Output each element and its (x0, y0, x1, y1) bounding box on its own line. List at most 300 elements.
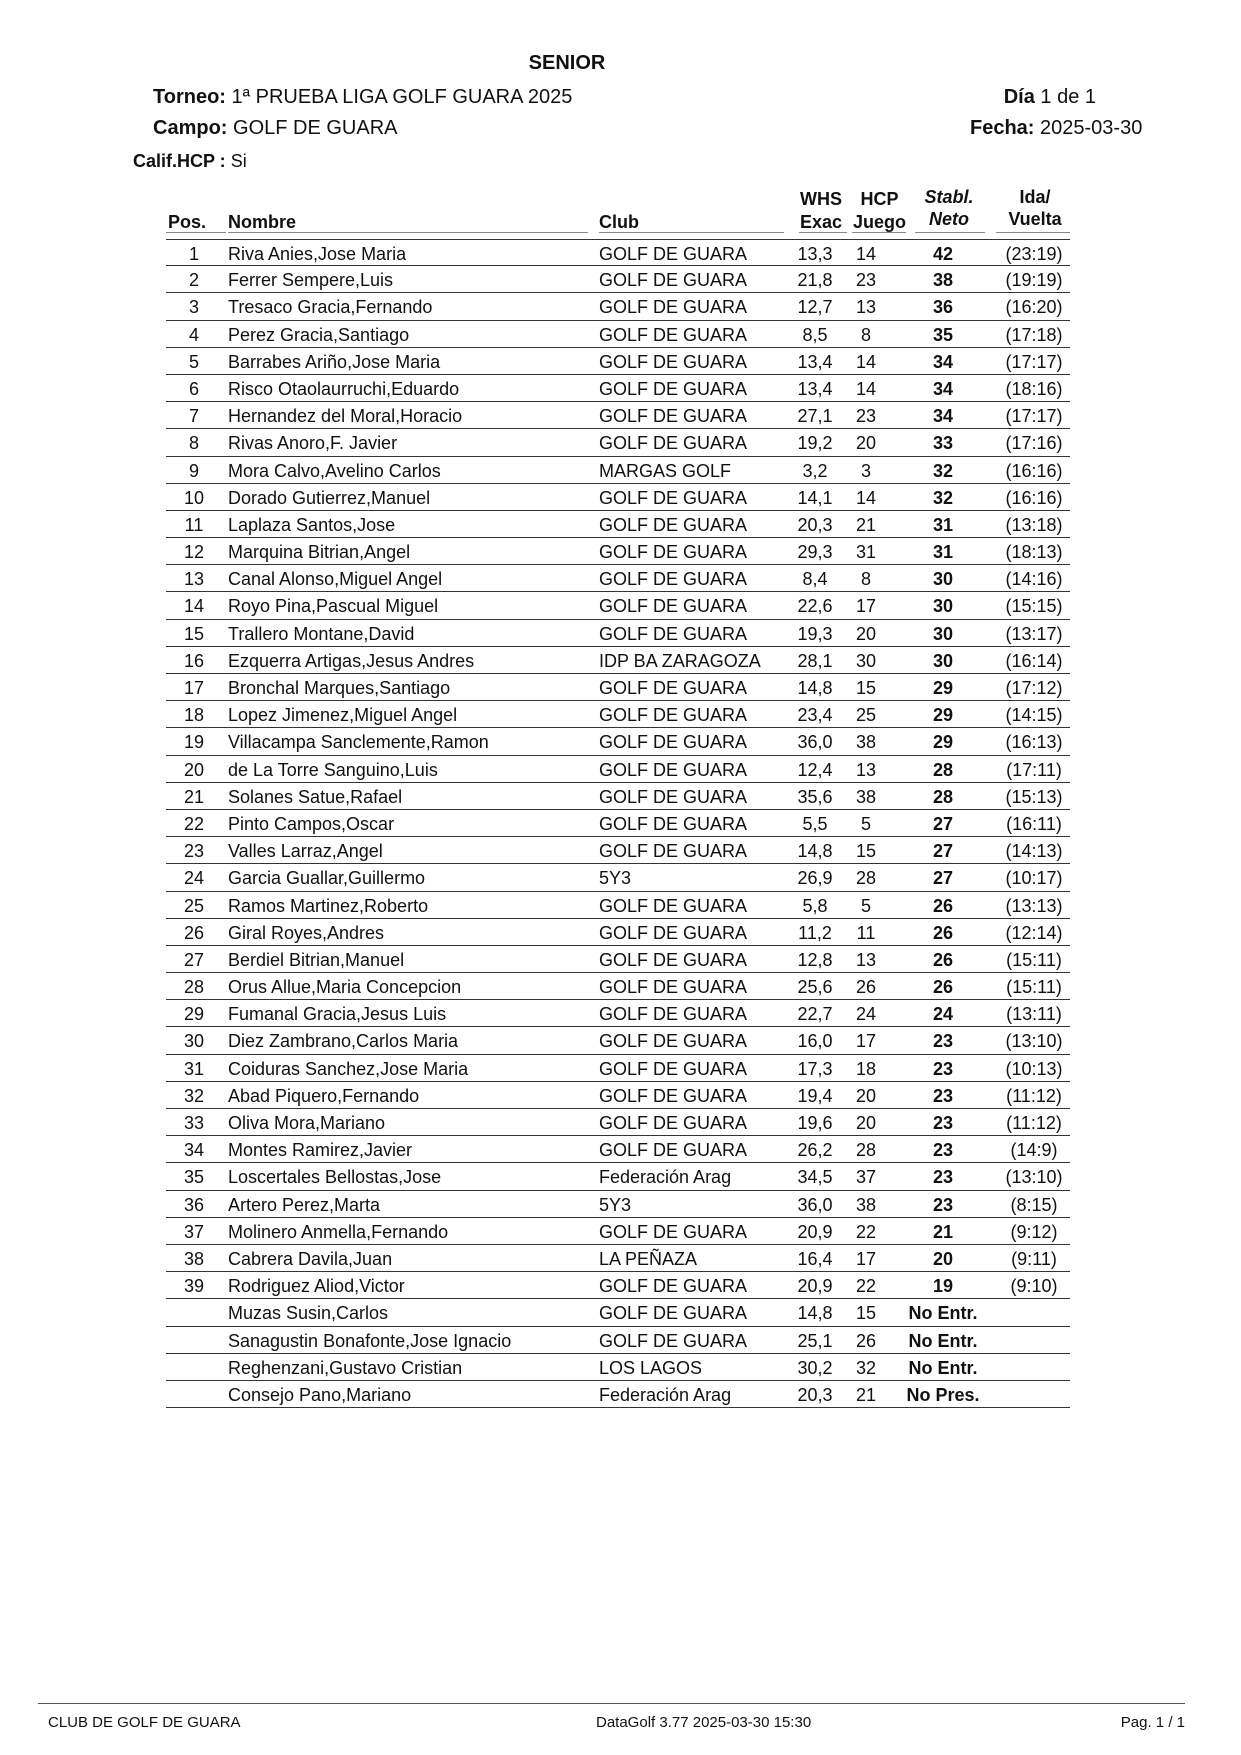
cell-stabl-neto: 26 (932, 977, 954, 998)
cell-pos: 30 (183, 1031, 205, 1052)
dia-label: Día (1003, 86, 1035, 108)
table-row (166, 1218, 1070, 1245)
cell-ida-vuelta: (16:20) (1005, 297, 1063, 318)
cell-whs: 19,3 (797, 623, 833, 644)
cell-pos: 19 (183, 732, 205, 753)
footer-page: Pag. 1 / 1 (1120, 1714, 1185, 1731)
cell-ida-vuelta: (17:17) (1005, 406, 1063, 427)
cell-name: Sanagustin Bonafonte,Jose Ignacio (228, 1330, 512, 1351)
cell-stabl-neto: 26 (932, 922, 954, 943)
cell-hcp: 28 (855, 868, 877, 889)
cell-pos: 31 (183, 1058, 205, 1079)
cell-ida-vuelta: (16:14) (1005, 650, 1063, 671)
cell-whs: 30,2 (797, 1357, 833, 1378)
cell-ida-vuelta: (17:17) (1005, 351, 1063, 372)
cell-club: GOLF DE GUARA (599, 705, 748, 726)
cell-ida-vuelta: (13:13) (1005, 895, 1063, 916)
calif-value: Si (230, 151, 247, 171)
col-header-pos: Pos. (168, 212, 207, 232)
cell-club: Federación Arag (599, 1167, 732, 1188)
cell-ida-vuelta: (13:10) (1005, 1031, 1063, 1052)
table-row (166, 810, 1070, 837)
results-table (166, 239, 1070, 1408)
cell-whs: 16,4 (797, 1248, 833, 1269)
cell-pos: 36 (183, 1194, 205, 1215)
cell-ida-vuelta: (17:11) (1006, 759, 1062, 780)
cell-stabl-neto: No Entr. (908, 1330, 978, 1351)
cell-ida-vuelta: (13:18) (1005, 514, 1063, 535)
cell-whs: 12,7 (797, 297, 833, 318)
cell-stabl-neto: 23 (932, 1058, 954, 1079)
table-row (166, 892, 1070, 919)
cell-stabl-neto: 23 (932, 1140, 954, 1161)
cell-ida-vuelta: (19:19) (1005, 270, 1063, 291)
col-header-whs-line1: WHS (800, 189, 842, 209)
col-header-hcp-line2: Juego (853, 212, 907, 232)
cell-stabl-neto: 27 (932, 868, 954, 889)
cell-ida-vuelta: (17:18) (1005, 324, 1063, 345)
cell-name: Rivas Anoro,F. Javier (228, 433, 398, 454)
cell-whs: 14,8 (797, 678, 833, 698)
cell-club: GOLF DE GUARA (599, 949, 748, 970)
cell-club: MARGAS GOLF (599, 460, 732, 481)
cell-ida-vuelta: (16:16) (1005, 460, 1063, 481)
cell-club: GOLF DE GUARA (599, 406, 748, 427)
cell-ida-vuelta: (16:13) (1005, 732, 1063, 753)
cell-whs: 13,4 (797, 378, 833, 399)
table-row (166, 321, 1070, 348)
cell-pos: 17 (183, 678, 205, 698)
cell-name: de La Torre Sanguino,Luis (228, 759, 438, 780)
col-header-ida (998, 186, 1072, 230)
table-row (166, 728, 1070, 755)
cell-hcp: 8 (860, 569, 871, 590)
col-header-club: Club (599, 212, 639, 232)
cell-club: GOLF DE GUARA (599, 922, 748, 943)
table-row (166, 266, 1070, 293)
cell-whs: 3,2 (802, 460, 828, 481)
header-underline-whs (799, 232, 847, 233)
cell-ida-vuelta: (9:12) (1010, 1221, 1058, 1242)
campo-label: Campo: (153, 117, 228, 139)
cell-ida-vuelta: (13:17) (1005, 623, 1063, 644)
cell-stabl-neto: No Entr. (908, 1303, 978, 1324)
cell-whs: 27,1 (797, 406, 833, 427)
cell-club: GOLF DE GUARA (599, 895, 748, 916)
cell-ida-vuelta: (18:13) (1005, 542, 1063, 563)
cell-ida-vuelta: (16:16) (1005, 487, 1063, 508)
col-header-hcp-line1: HCP (860, 189, 899, 209)
table-row (166, 1163, 1070, 1190)
cell-hcp: 26 (855, 1330, 877, 1351)
cell-stabl-neto: 30 (932, 569, 954, 590)
cell-hcp: 14 (855, 244, 877, 264)
cell-club: GOLF DE GUARA (599, 297, 748, 318)
cell-stabl-neto: 26 (932, 949, 954, 970)
cell-whs: 23,4 (797, 705, 833, 726)
cell-stabl-neto: 26 (932, 895, 954, 916)
cell-name: Giral Royes,Andres (228, 922, 385, 943)
cell-pos: 4 (188, 324, 199, 345)
cell-name: Montes Ramirez,Javier (228, 1140, 413, 1161)
cell-hcp: 37 (855, 1167, 877, 1188)
cell-ida-vuelta: (10:13) (1005, 1058, 1063, 1079)
cell-name: Garcia Guallar,Guillermo (228, 868, 426, 889)
cell-hcp: 15 (855, 678, 877, 698)
cell-ida-vuelta: (14:9) (1010, 1140, 1058, 1161)
cell-name: Abad Piquero,Fernando (228, 1085, 420, 1106)
cell-pos: 12 (183, 542, 205, 563)
cell-ida-vuelta: (23:19) (1005, 244, 1063, 264)
cell-whs: 11,2 (798, 922, 832, 943)
table-row (166, 538, 1070, 565)
cell-name: Tresaco Gracia,Fernando (228, 297, 433, 318)
cell-pos: 29 (183, 1004, 205, 1025)
cell-stabl-neto: No Entr. (908, 1357, 978, 1378)
cell-club: GOLF DE GUARA (599, 623, 748, 644)
cell-name: Villacampa Sanclemente,Ramon (228, 732, 489, 753)
table-row (166, 1191, 1070, 1218)
cell-pos: 25 (183, 895, 205, 916)
cell-name: Oliva Mora,Mariano (228, 1113, 386, 1133)
cell-whs: 8,4 (802, 569, 828, 590)
cell-club: GOLF DE GUARA (599, 270, 748, 291)
cell-club: GOLF DE GUARA (599, 244, 748, 264)
col-header-stabl-line2: Neto (929, 209, 969, 229)
cell-stabl-neto: 21 (932, 1221, 954, 1242)
cell-whs: 20,3 (797, 1384, 833, 1405)
dia-line (1004, 86, 1096, 109)
cell-hcp: 20 (855, 433, 877, 454)
cell-hcp: 17 (855, 596, 877, 617)
cell-stabl-neto: 31 (932, 542, 954, 563)
cell-club: GOLF DE GUARA (599, 542, 748, 563)
header-underline-pos (166, 232, 226, 233)
cell-ida-vuelta: (9:11) (1011, 1248, 1057, 1269)
cell-name: Dorado Gutierrez,Manuel (228, 487, 431, 508)
table-row (166, 375, 1070, 402)
cell-whs: 5,8 (802, 895, 828, 916)
table-row (166, 565, 1070, 592)
cell-club: 5Y3 (599, 1194, 632, 1215)
cell-ida-vuelta: (10:17) (1005, 868, 1063, 889)
cell-pos: 23 (183, 841, 205, 862)
cell-whs: 19,6 (797, 1113, 833, 1133)
cell-whs: 25,6 (797, 977, 833, 998)
cell-name: Lopez Jimenez,Miguel Angel (228, 705, 458, 726)
col-header-whs-line2: Exac (800, 212, 843, 232)
cell-hcp: 38 (855, 786, 877, 807)
table-row (166, 592, 1070, 619)
torneo-label: Torneo: (153, 86, 226, 108)
cell-pos: 9 (188, 460, 199, 481)
cell-name: Cabrera Davila,Juan (228, 1248, 393, 1269)
cell-pos: 28 (183, 977, 205, 998)
cell-name: Barrabes Ariño,Jose Maria (228, 351, 441, 372)
table-row (166, 293, 1070, 320)
cell-pos: 37 (183, 1221, 205, 1242)
cell-name: Ferrer Sempere,Luis (228, 270, 394, 291)
cell-hcp: 32 (855, 1357, 877, 1378)
cell-stabl-neto: 23 (932, 1085, 954, 1106)
table-row (166, 946, 1070, 973)
cell-club: GOLF DE GUARA (599, 1031, 748, 1052)
table-row (166, 864, 1070, 891)
cell-pos: 18 (183, 705, 205, 726)
cell-stabl-neto: 32 (932, 460, 954, 481)
cell-hcp: 14 (855, 487, 877, 508)
table-row (166, 647, 1070, 674)
cell-pos: 32 (183, 1085, 205, 1106)
cell-stabl-neto: 27 (932, 841, 954, 862)
cell-hcp: 18 (855, 1058, 877, 1079)
table-row (166, 1272, 1070, 1299)
table-row (166, 620, 1070, 647)
cell-name: Solanes Satue,Rafael (228, 786, 403, 807)
cell-pos: 11 (184, 514, 204, 535)
cell-stabl-neto: 30 (932, 623, 954, 644)
footer-club: CLUB DE GOLF DE GUARA (48, 1714, 241, 1731)
table-row (166, 1381, 1070, 1408)
cell-whs: 36,0 (797, 1194, 833, 1215)
cell-hcp: 21 (855, 1384, 877, 1405)
cell-hcp: 30 (855, 650, 877, 671)
cell-stabl-neto: 20 (932, 1248, 954, 1269)
cell-ida-vuelta: (15:13) (1005, 786, 1063, 807)
fecha-value: 2025-03-30 (1040, 117, 1143, 139)
header-underline-nombre (228, 232, 588, 233)
campo-line (153, 117, 398, 140)
cell-pos: 3 (188, 297, 199, 318)
cell-name: Artero Perez,Marta (228, 1194, 381, 1215)
dia-value: 1 de 1 (1040, 86, 1096, 108)
cell-stabl-neto: 34 (932, 351, 954, 372)
cell-pos: 24 (183, 868, 205, 889)
report-title: SENIOR (528, 52, 606, 74)
table-row (166, 674, 1070, 701)
cell-name: Consejo Pano,Mariano (228, 1384, 412, 1405)
cell-pos: 13 (183, 569, 205, 590)
cell-pos: 33 (183, 1113, 205, 1133)
cell-club: IDP BA ZARAGOZA (599, 650, 761, 671)
torneo-line (153, 86, 572, 109)
cell-hcp: 14 (855, 378, 877, 399)
cell-club: GOLF DE GUARA (599, 1004, 748, 1025)
cell-hcp: 31 (855, 542, 877, 563)
cell-pos: 15 (183, 623, 205, 644)
cell-club: GOLF DE GUARA (599, 1303, 748, 1324)
cell-pos: 14 (183, 596, 205, 617)
cell-hcp: 13 (855, 297, 877, 318)
cell-ida-vuelta: (12:14) (1005, 922, 1063, 943)
cell-whs: 20,3 (797, 514, 833, 535)
cell-whs: 28,1 (797, 650, 833, 671)
cell-name: Valles Larraz,Angel (228, 841, 383, 862)
cell-pos: 39 (183, 1276, 205, 1297)
cell-club: GOLF DE GUARA (599, 569, 748, 590)
footer-divider (38, 1703, 1185, 1704)
cell-ida-vuelta: (17:12) (1005, 678, 1063, 698)
cell-hcp: 20 (855, 1113, 877, 1133)
cell-name: Canal Alonso,Miguel Angel (228, 569, 443, 590)
cell-pos: 35 (183, 1167, 205, 1188)
col-header-ida-line1: Ida/ (1019, 187, 1051, 207)
table-row (166, 756, 1070, 783)
cell-pos: 2 (188, 270, 199, 291)
cell-hcp: 15 (855, 1303, 877, 1324)
cell-hcp: 17 (855, 1031, 877, 1052)
table-row (166, 701, 1070, 728)
cell-hcp: 24 (855, 1004, 877, 1025)
table-row (166, 1082, 1070, 1109)
cell-hcp: 14 (855, 351, 877, 372)
cell-stabl-neto: 28 (932, 759, 954, 780)
cell-pos: 1 (188, 244, 199, 264)
cell-club: GOLF DE GUARA (599, 433, 748, 454)
cell-stabl-neto: 33 (932, 433, 954, 454)
cell-stabl-neto: 38 (932, 270, 954, 291)
cell-ida-vuelta: (9:10) (1010, 1276, 1058, 1297)
cell-hcp: 20 (855, 1085, 877, 1106)
cell-hcp: 23 (855, 270, 877, 291)
cell-hcp: 22 (855, 1221, 877, 1242)
cell-whs: 26,2 (797, 1140, 833, 1161)
cell-hcp: 38 (855, 732, 877, 753)
cell-ida-vuelta: (14:16) (1005, 569, 1063, 590)
cell-club: GOLF DE GUARA (599, 1113, 748, 1133)
cell-hcp: 26 (855, 977, 877, 998)
cell-stabl-neto: 29 (932, 732, 954, 753)
cell-stabl-neto: 29 (932, 678, 954, 698)
header-underline-ida (996, 232, 1070, 233)
cell-whs: 26,9 (797, 868, 833, 889)
cell-stabl-neto: 23 (932, 1031, 954, 1052)
cell-club: GOLF DE GUARA (599, 351, 748, 372)
cell-whs: 21,8 (797, 270, 833, 291)
table-row (166, 1000, 1070, 1027)
cell-ida-vuelta: (18:16) (1005, 378, 1063, 399)
cell-stabl-neto: 34 (932, 406, 954, 427)
cell-whs: 13,3 (797, 244, 833, 264)
cell-name: Diez Zambrano,Carlos Maria (228, 1031, 459, 1052)
cell-name: Perez Gracia,Santiago (228, 324, 410, 345)
cell-whs: 29,3 (797, 542, 833, 563)
cell-stabl-neto: 23 (932, 1194, 954, 1215)
col-header-stabl-line1: Stabl. (924, 187, 974, 207)
cell-club: GOLF DE GUARA (599, 487, 748, 508)
cell-ida-vuelta: (8:15) (1010, 1194, 1058, 1215)
cell-ida-vuelta: (14:15) (1005, 705, 1063, 726)
cell-club: GOLF DE GUARA (599, 324, 748, 345)
cell-club: 5Y3 (599, 868, 632, 889)
cell-whs: 8,5 (802, 324, 828, 345)
table-row (166, 348, 1070, 375)
torneo-value: 1ª PRUEBA LIGA GOLF GUARA 2025 (231, 86, 573, 108)
cell-hcp: 8 (860, 324, 871, 345)
cell-hcp: 11 (856, 922, 876, 943)
cell-club: GOLF DE GUARA (599, 977, 748, 998)
cell-club: GOLF DE GUARA (599, 1221, 748, 1242)
cell-whs: 12,4 (797, 759, 833, 780)
table-row (166, 457, 1070, 484)
table-row (166, 429, 1070, 456)
cell-whs: 16,0 (797, 1031, 833, 1052)
cell-pos: 7 (188, 406, 199, 427)
cell-stabl-neto: 24 (932, 1004, 954, 1025)
cell-name: Marquina Bitrian,Angel (228, 542, 411, 563)
cell-hcp: 38 (855, 1194, 877, 1215)
cell-whs: 13,4 (797, 351, 833, 372)
cell-pos: 22 (183, 813, 205, 834)
calif-label: Calif.HCP : (133, 151, 226, 171)
table-row (166, 239, 1070, 266)
cell-ida-vuelta: (15:15) (1005, 596, 1063, 617)
cell-club: GOLF DE GUARA (599, 1276, 748, 1297)
cell-stabl-neto: 23 (932, 1113, 954, 1133)
cell-whs: 20,9 (797, 1276, 833, 1297)
cell-club: GOLF DE GUARA (599, 1140, 748, 1161)
cell-club: GOLF DE GUARA (599, 514, 748, 535)
cell-whs: 17,3 (797, 1058, 833, 1079)
table-row (166, 919, 1070, 946)
cell-name: Pinto Campos,Oscar (228, 813, 395, 834)
table-row (166, 1055, 1070, 1082)
cell-whs: 22,7 (797, 1004, 833, 1025)
cell-stabl-neto: 23 (932, 1167, 954, 1188)
cell-name: Fumanal Gracia,Jesus Luis (228, 1004, 447, 1025)
cell-whs: 36,0 (797, 732, 833, 753)
cell-name: Reghenzani,Gustavo Cristian (228, 1357, 463, 1378)
cell-whs: 14,8 (797, 841, 833, 862)
table-row (166, 1245, 1070, 1272)
cell-hcp: 21 (855, 514, 877, 535)
cell-name: Coiduras Sanchez,Jose Maria (228, 1058, 469, 1079)
cell-ida-vuelta: (17:16) (1005, 433, 1063, 454)
cell-hcp: 28 (855, 1140, 877, 1161)
footer-software: DataGolf 3.77 2025-03-30 15:30 (596, 1714, 812, 1731)
cell-whs: 14,8 (797, 1303, 833, 1324)
cell-club: GOLF DE GUARA (599, 759, 748, 780)
cell-pos: 27 (183, 949, 205, 970)
cell-name: Ezquerra Artigas,Jesus Andres (228, 650, 475, 671)
cell-name: Muzas Susin,Carlos (228, 1303, 389, 1324)
cell-club: GOLF DE GUARA (599, 732, 748, 753)
cell-ida-vuelta: (16:11) (1006, 813, 1062, 834)
table-row (166, 1136, 1070, 1163)
cell-club: GOLF DE GUARA (599, 1085, 748, 1106)
cell-whs: 19,4 (797, 1085, 833, 1106)
cell-club: GOLF DE GUARA (599, 841, 748, 862)
cell-stabl-neto: 34 (932, 378, 954, 399)
cell-name: Bronchal Marques,Santiago (228, 678, 451, 698)
cell-name: Ramos Martinez,Roberto (228, 895, 429, 916)
table-row (166, 973, 1070, 1000)
campo-value: GOLF DE GUARA (233, 117, 398, 139)
cell-club: GOLF DE GUARA (599, 678, 748, 698)
table-row (166, 783, 1070, 810)
cell-pos: 34 (183, 1140, 205, 1161)
cell-hcp: 20 (855, 623, 877, 644)
cell-name: Laplaza Santos,Jose (228, 514, 396, 535)
cell-stabl-neto: 29 (932, 705, 954, 726)
cell-club: LOS LAGOS (599, 1357, 703, 1378)
cell-whs: 14,1 (797, 487, 833, 508)
cell-hcp: 23 (855, 406, 877, 427)
cell-stabl-neto: 31 (932, 514, 954, 535)
calif-line (133, 151, 247, 172)
cell-hcp: 5 (860, 813, 871, 834)
cell-name: Trallero Montane,David (228, 623, 415, 644)
